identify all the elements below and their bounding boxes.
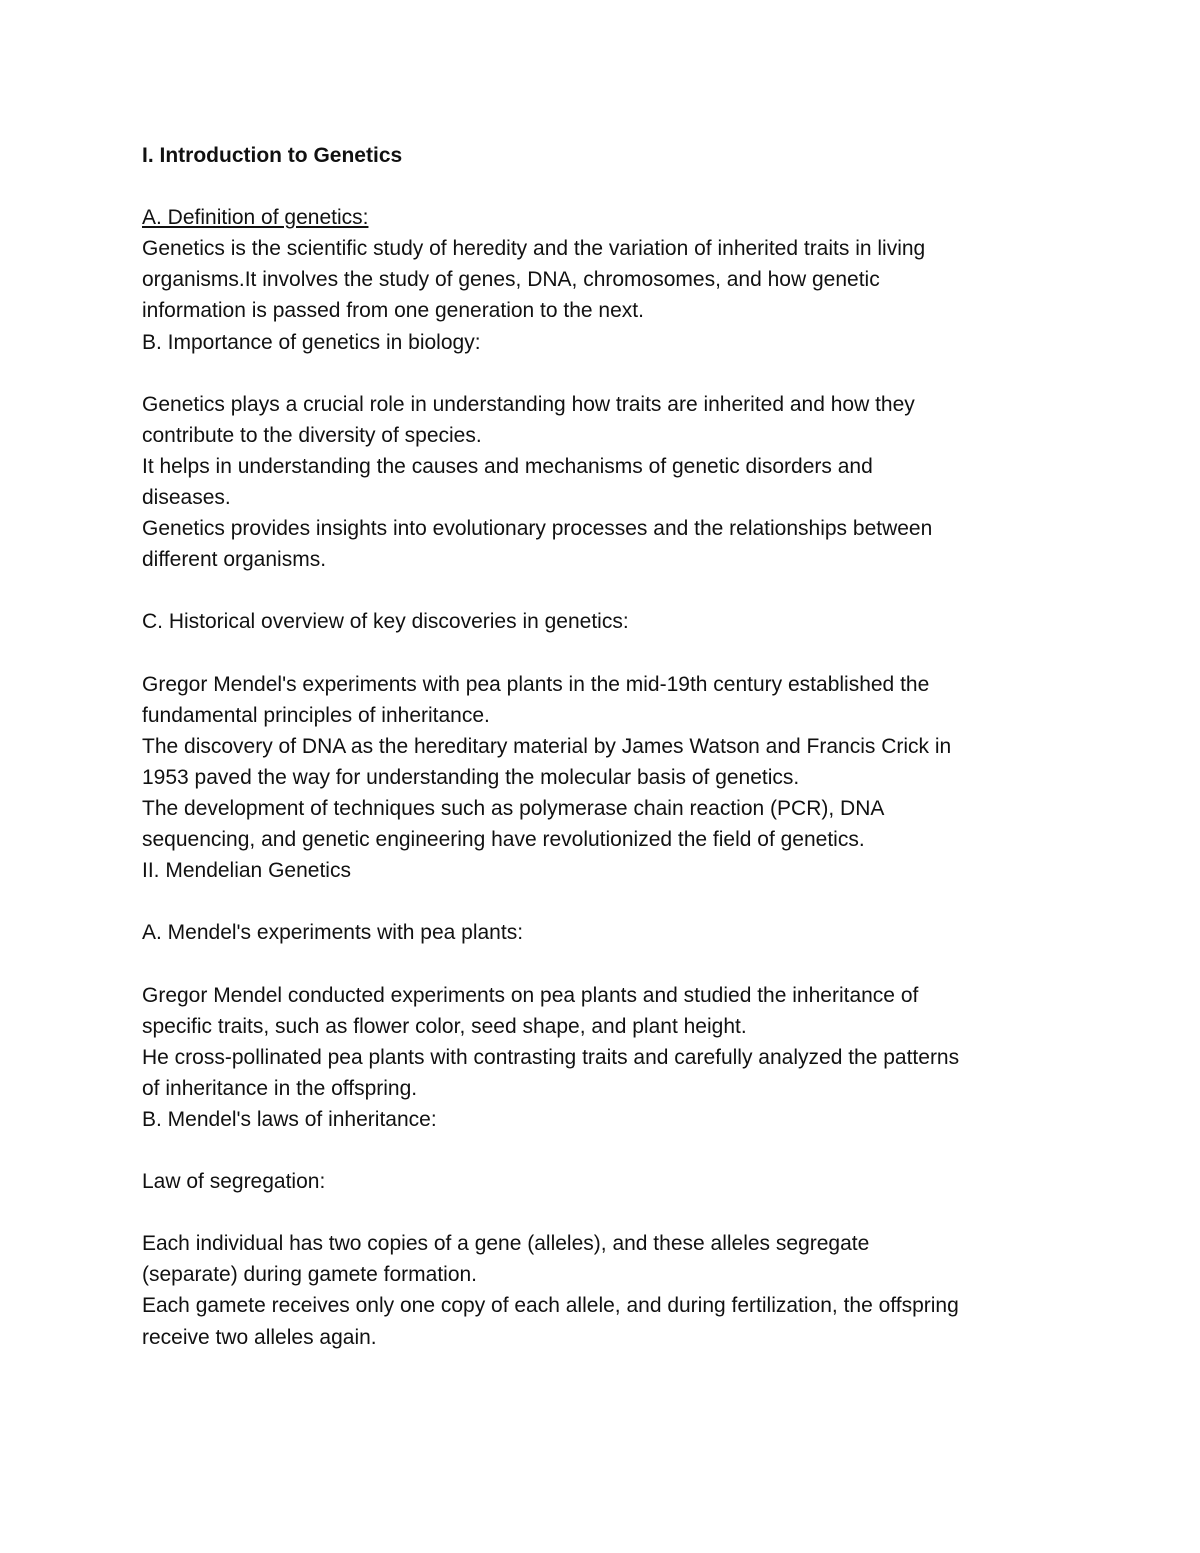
- text-line: receive two alleles again.: [142, 1325, 377, 1349]
- text-line: Law of segregation:: [142, 1170, 326, 1194]
- blank-line: [142, 1197, 1082, 1228]
- text-line: It helps in understanding the causes and mechanisms of genetic disorders and: [142, 454, 873, 478]
- text-line: B. Mendel's laws of inheritance:: [142, 1107, 437, 1131]
- text-line: 1953 paved the way for understanding the molecular basis of genetics.: [142, 765, 800, 789]
- text-line: C. Historical overview of key discoveries in genetics:: [142, 610, 629, 634]
- text-line: diseases.: [142, 486, 231, 510]
- text-line: A. Mendel's experiments with pea plants:: [142, 921, 524, 945]
- text-line: Genetics provides insights into evolutionary processes and the relationships between: [142, 517, 933, 541]
- text-line: He cross-pollinated pea plants with contrasting traits and carefully analyzed the patterns: [142, 1045, 960, 1069]
- document-page: [142, 140, 1082, 1353]
- text-line: Gregor Mendel's experiments with pea plants in the mid-19th century established the: [142, 672, 930, 696]
- text-line: contribute to the diversity of species.: [142, 423, 482, 447]
- text-line: information is passed from one generation to the next.: [142, 299, 644, 323]
- text-line: The development of techniques such as polymerase chain reaction (PCR), DNA: [142, 796, 885, 820]
- text-line: B. Importance of genetics in biology:: [142, 330, 481, 354]
- text-line: different organisms.: [142, 548, 327, 572]
- blank-line: [142, 171, 1082, 202]
- text-line: Each gamete receives only one copy of each allele, and during fertilization, the offspring: [142, 1294, 959, 1318]
- text-line: fundamental principles of inheritance.: [142, 703, 490, 727]
- text-line: sequencing, and genetic engineering have revolutionized the field of genetics.: [142, 828, 865, 852]
- text-line: Gregor Mendel conducted experiments on pea plants and studied the inheritance of: [142, 983, 919, 1007]
- text-line: of inheritance in the offspring.: [142, 1076, 418, 1100]
- text-line: (separate) during gamete formation.: [142, 1263, 478, 1287]
- text-line: II. Mendelian Genetics: [142, 859, 351, 883]
- blank-line: [142, 1135, 1082, 1166]
- text-line: The discovery of DNA as the hereditary material by James Watson and Francis Crick in: [142, 734, 952, 758]
- blank-line: [142, 886, 1082, 917]
- blank-line: [142, 948, 1082, 979]
- text-line: organisms.It involves the study of genes, DNA, chromosomes, and how genetic: [142, 268, 880, 292]
- text-line: Each individual has two copies of a gene (alleles), and these alleles segregate: [142, 1232, 870, 1256]
- blank-line: [142, 358, 1082, 389]
- blank-line: [142, 638, 1082, 669]
- text-line: Genetics plays a crucial role in understanding how traits are inherited and how they: [142, 392, 915, 416]
- text-line: Genetics is the scientific study of heredity and the variation of inherited traits in living: [142, 237, 926, 261]
- blank-line: [142, 575, 1082, 606]
- text-line: specific traits, such as flower color, seed shape, and plant height.: [142, 1014, 747, 1038]
- document-heading: I. Introduction to Genetics: [142, 144, 403, 167]
- section-subheading: A. Definition of genetics:: [142, 206, 369, 230]
